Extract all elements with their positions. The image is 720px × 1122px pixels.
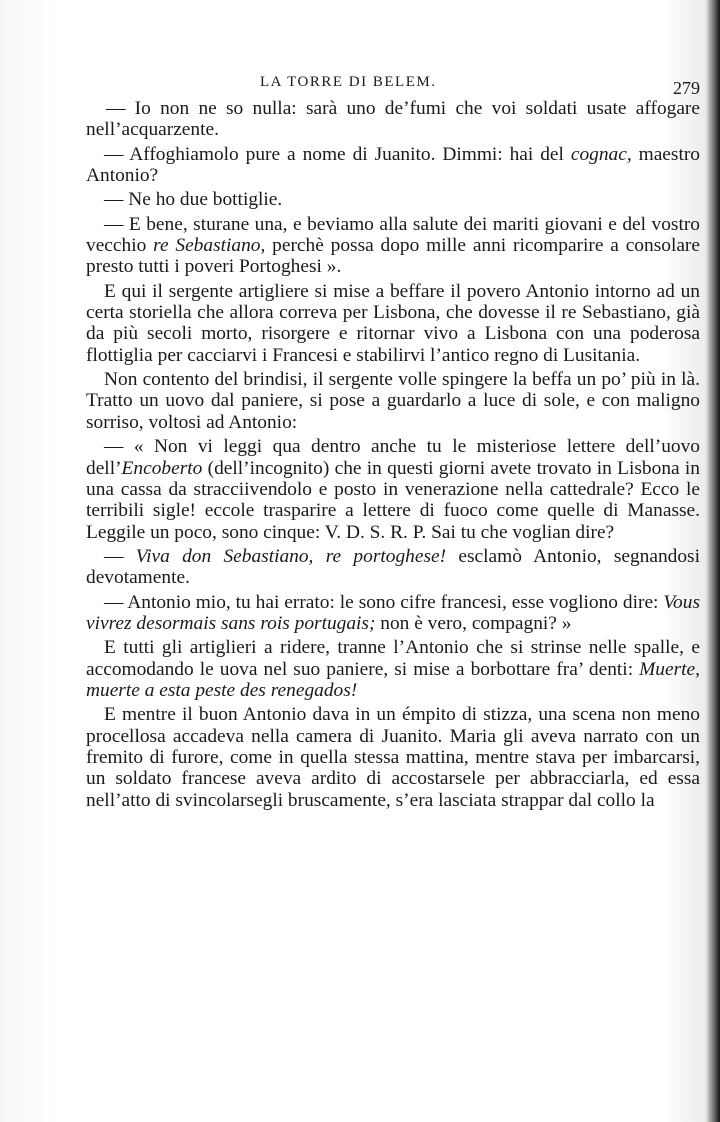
text-run: — Affoghiamolo pure a nome di Juanito. Dimmi: hai del: [104, 143, 571, 165]
text-run: —: [104, 545, 136, 567]
paragraph: [86, 281, 700, 366]
paragraph: [86, 637, 700, 701]
paragraph: [86, 704, 700, 811]
text-run: — E bene, sturane una, e beviamo alla salute dei mariti giovani e del vostro vecchio: [86, 213, 700, 257]
paragraph: [86, 436, 700, 543]
text-run: maestro Antonio?: [86, 143, 700, 187]
body-text: [86, 98, 700, 811]
text-run: esclamò Antonio, segnandosi devotamente.: [86, 545, 700, 589]
paragraph: [86, 369, 700, 433]
italic-text: cognac,: [570, 143, 632, 165]
text-run: — Antonio mio, tu hai errato: le sono cifre francesi, esse vogliono dire:: [104, 591, 664, 613]
text-run: Non contento del brindisi, il sergente volle spingere la beffa un po’ più in là. Tratto un uovo dal paniere, si pose a guardarlo a luce di sole, e con maligno sorriso, voltosi ad Antonio:: [86, 369, 700, 433]
paragraph: [86, 144, 700, 187]
text-run: E qui il sergente artigliere si mise a beffare il povero Antonio intorno ad un certa storiella che allora correva per Lisbona, che dovesse il re Sebastiano, già da più secoli morto, risorgere e ritornar vivo a Lisbona con una poderosa flottiglia per cacciarvi i Francesi e stabilirvi l’antico regno di Lusitania.: [86, 280, 700, 366]
italic-text: Vous vivrez desormais sans rois portugais;: [86, 591, 700, 634]
text-run: non è vero, compagni? »: [375, 612, 572, 634]
text-run: E tutti gli artiglieri a ridere, tranne l’Antonio che si strinse nelle spalle, e accomodando le uova nel suo paniere, si mise a borbottare fra’ denti:: [86, 637, 700, 680]
paragraph: [86, 214, 700, 278]
text-run: E mentre il buon Antonio dava in un émpito di stizza, una scena non meno procellosa accadeva nella camera di Juanito. Maria gli aveva narrato con un fremito di furore, come in quella stessa mattina, mentre stava per imbarcarsi, un soldato francese aveva ardito di accostarsele per abbracciarla, ed essa nell’atto di svincolarsegli bruscamente, s’era lasciata strappar dal collo la: [86, 704, 700, 811]
paragraph: [86, 592, 700, 635]
text-run: — « Non vi leggi qua dentro anche tu le misteriose lettere dell’uovo dell’: [86, 436, 700, 479]
page-number: 279: [673, 78, 700, 98]
text-run: — Io non ne so nulla: sarà uno de’fumi che voi soldati usate affogare nell’acquarzente.: [86, 98, 700, 141]
italic-text: re Sebastiano,: [153, 235, 266, 257]
page-header: [84, 74, 700, 100]
text-run: perchè possa dopo mille anni ricomparire a consolare presto tutti i poveri Portoghesi ».: [86, 235, 700, 278]
text-run: (dell’incognito) che in questi giorni avete trovato in Lisbona in una cassa da stracciivendolo e posto in venerazione nella cattedrale? Ecco le terribili sigle! eccole trasparire a lettere di fuoco come quelle di Manasse. Leggile un poco, sono cinque: V. D. S. R. P. Sai tu che voglian dire?: [86, 457, 700, 543]
paragraph: [86, 546, 700, 589]
text-run: — Ne ho due bottiglie.: [104, 189, 283, 211]
paragraph: [86, 189, 700, 210]
running-title: LA TORRE DI BELEM.: [260, 74, 437, 90]
italic-text: Muerte, muerte a esta peste des renegados!: [86, 658, 700, 701]
page-edge-shadow: [706, 0, 720, 1122]
italic-text: Encoberto: [121, 457, 203, 479]
paragraph: [86, 98, 700, 141]
italic-text: Viva don Sebastiano, re portoghese!: [135, 545, 447, 567]
